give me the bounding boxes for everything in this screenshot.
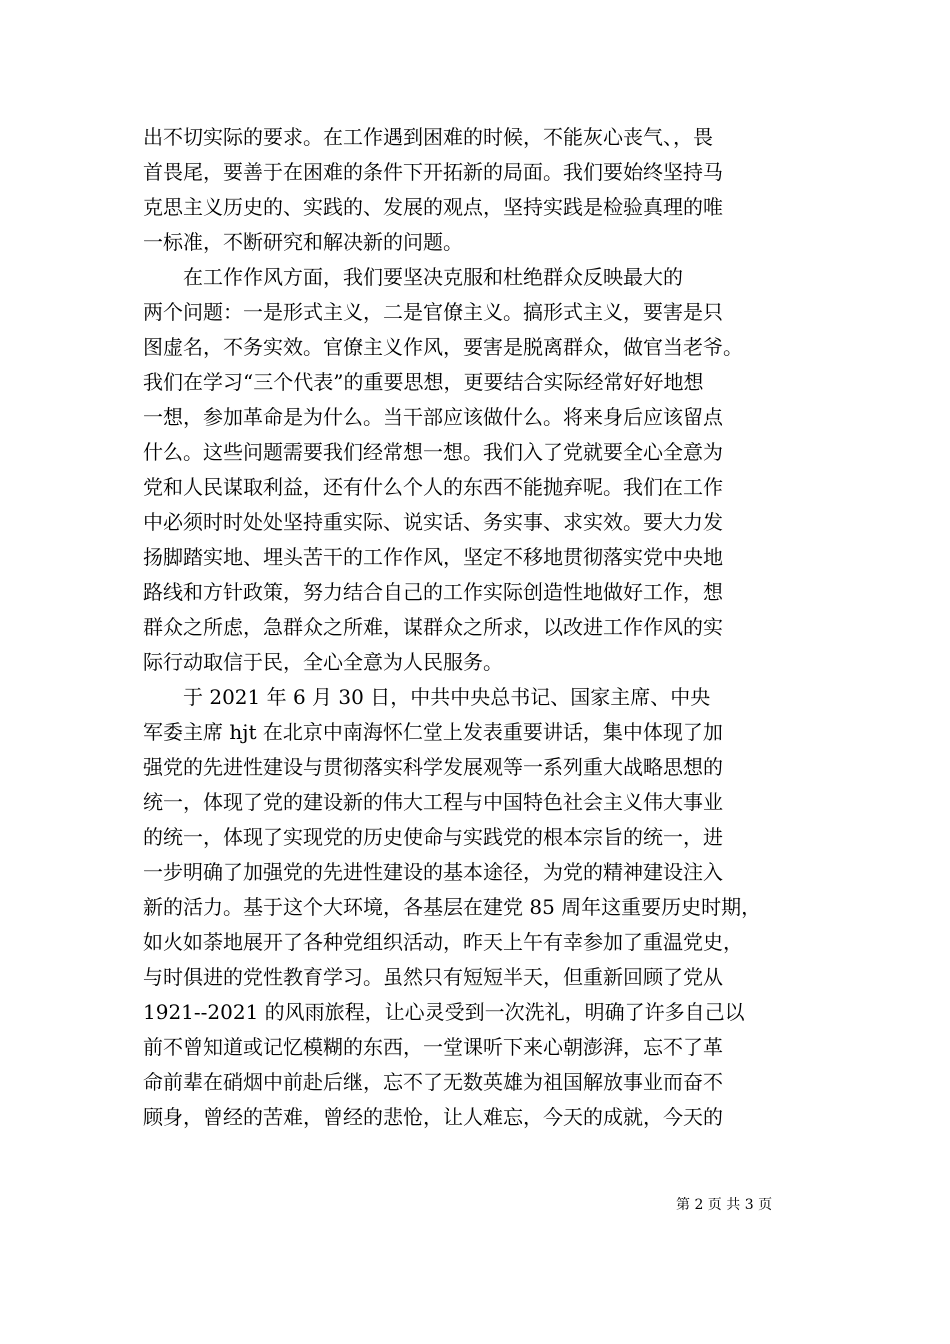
text-line: 图虚名，不务实效。官僚主义作风，要害是脱离群众，做官当老爷。 (143, 335, 743, 359)
text-line: 中必须时时处处坚持重实际、说实话、务实事、求实效。要大力发 (143, 510, 723, 534)
text-line: 际行动取信于民，全心全意为人民服务。 (143, 650, 503, 674)
text-line: 首畏尾，要善于在困难的条件下开拓新的局面。我们要始终坚持马 (143, 160, 723, 184)
page-number-footer: 第 2 页 共 3 页 (676, 1197, 773, 1213)
text-line: 出不切实际的要求。在工作遇到困难的时候，不能灰心丧气、，畏 (143, 125, 713, 149)
text-line: 什么。这些问题需要我们经常想一想。我们入了党就要全心全意为 (143, 440, 723, 464)
text-line: 的统一，体现了实现党的历史使命与实践党的根本宗旨的统一，进 (143, 825, 723, 849)
text-line: 新的活力。基于这个大环境，各基层在建党 85 周年这重要历史时期， (143, 895, 762, 919)
text-line: 前不曾知道或记忆模糊的东西，一堂课听下来心朝澎湃，忘不了革 (143, 1035, 723, 1059)
text-line: 一标准，不断研究和解决新的问题。 (143, 230, 463, 254)
text-line: 如火如荼地展开了各种党组织活动，昨天上午有幸参加了重温党史， (143, 930, 743, 954)
text-line: 路线和方针政策，努力结合自己的工作实际创造性地做好工作，想 (143, 580, 723, 604)
text-line: 与时俱进的党性教育学习。虽然只有短短半天，但重新回顾了党从 (143, 965, 723, 989)
paragraph-2 (143, 260, 808, 680)
paragraph-1 (143, 120, 808, 260)
text-line: 两个问题：一是形式主义，二是官僚主义。搞形式主义，要害是只 (143, 300, 723, 324)
text-line: 一步明确了加强党的先进性建设的基本途径，为党的精神建设注入 (143, 860, 723, 884)
text-line: 克思主义历史的、实践的、发展的观点，坚持实践是检验真理的唯 (143, 195, 723, 219)
text-line: 强党的先进性建设与贯彻落实科学发展观等一系列重大战略思想的 (143, 755, 723, 779)
text-line: 扬脚踏实地、埋头苦干的工作作风，坚定不移地贯彻落实党中央地 (143, 545, 723, 569)
text-line: 顾身，曾经的苦难，曾经的悲怆，让人难忘，今天的成就，今天的 (143, 1105, 723, 1129)
text-line: 统一，体现了党的建设新的伟大工程与中国特色社会主义伟大事业 (143, 790, 723, 814)
text-line: 军委主席 hjt 在北京中南海怀仁堂上发表重要讲话，集中体现了加 (143, 720, 723, 744)
text-line: 群众之所虑，急群众之所难，谋群众之所求，以改进工作作风的实 (143, 615, 723, 639)
text-line: 于 2021 年 6 月 30 日，中共中央总书记、国家主席、中央 (143, 685, 711, 709)
text-line: 党和人民谋取利益，还有什么个人的东西不能抛弃呢。我们在工作 (143, 475, 723, 499)
text-line: 我们在学习“三个代表”的重要思想，更要结合实际经常好好地想 (143, 370, 704, 394)
text-line: 1921--2021 的风雨旅程，让心灵受到一次洗礼，明确了许多自己以 (143, 1000, 745, 1024)
text-line: 在工作作风方面，我们要坚决克服和杜绝群众反映最大的 (143, 265, 683, 289)
text-line: 命前辈在硝烟中前赴后继，忘不了无数英雄为祖国解放事业而奋不 (143, 1070, 723, 1094)
text-line: 一想，参加革命是为什么。当干部应该做什么。将来身后应该留点 (143, 405, 723, 429)
paragraph-3 (143, 680, 808, 1135)
document-body (143, 120, 808, 1135)
